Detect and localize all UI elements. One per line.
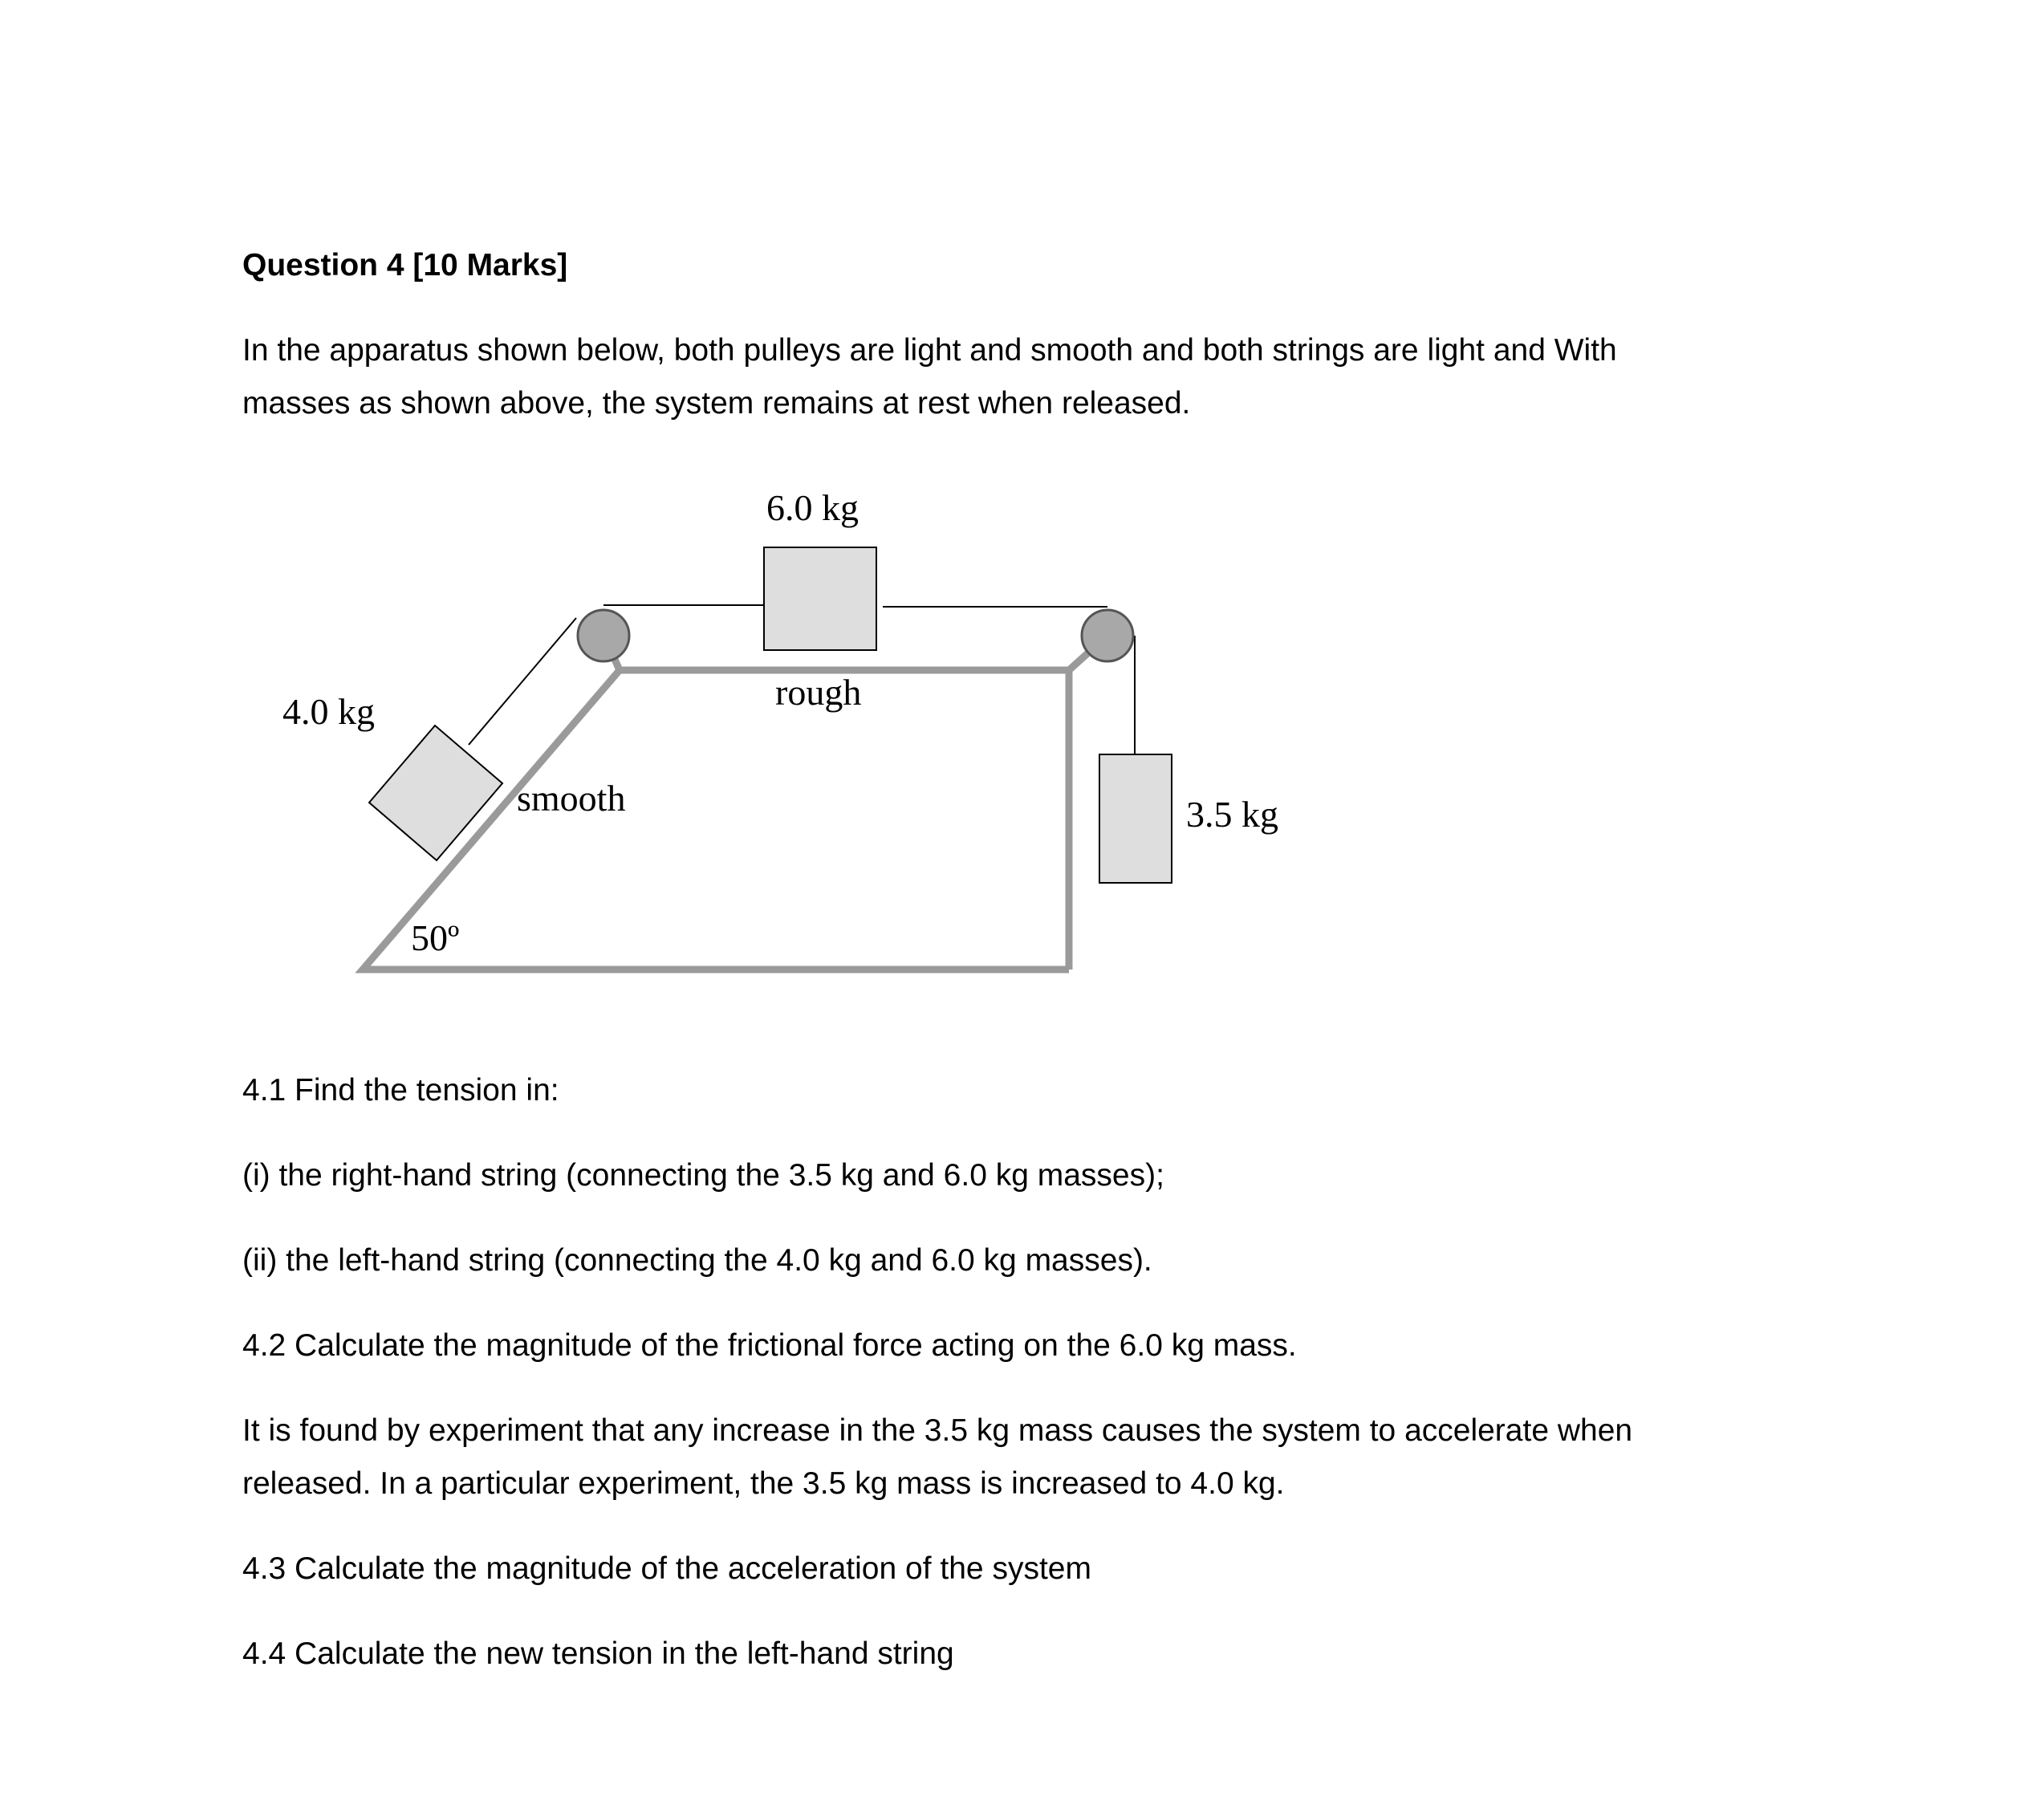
intro-line-2: masses as shown above, the system remains at rest when released. [242, 386, 1191, 421]
question-heading: Question 4 [10 Marks] [242, 248, 568, 283]
intro-line-1: In the apparatus shown below, both pulleys are light and smooth and both strings are light and With [242, 333, 1617, 368]
label-smooth: smooth [517, 778, 626, 819]
mass-4kg-block [369, 726, 502, 860]
label-3-5kg: 3.5 kg [1186, 794, 1278, 835]
part-4-2: 4.2 Calculate the magnitude of the frictional force acting on the 6.0 kg mass. [242, 1328, 1297, 1363]
mass-6kg-block [764, 547, 876, 650]
left-pulley [578, 610, 629, 661]
part-4-1-ii: (ii) the left-hand string (connecting the 4.0 kg and 6.0 kg masses). [242, 1243, 1152, 1278]
right-pulley [1082, 610, 1133, 661]
label-angle: 50º [411, 917, 460, 958]
part-4-3: 4.3 Calculate the magnitude of the acceleration of the system [242, 1551, 1091, 1586]
experiment-line-2: released. In a particular experiment, the 3.5 kg mass is increased to 4.0 kg. [242, 1466, 1285, 1501]
experiment-line-1: It is found by experiment that any increase in the 3.5 kg mass causes the system to accelerate when [242, 1413, 1633, 1448]
part-4-1: 4.1 Find the tension in: [242, 1073, 559, 1108]
part-4-1-i: (i) the right-hand string (connecting the 3.5 kg and 6.0 kg masses); [242, 1158, 1164, 1193]
label-rough: rough [775, 672, 862, 713]
label-4kg: 4.0 kg [282, 691, 375, 732]
label-6kg: 6.0 kg [766, 487, 859, 528]
part-4-4: 4.4 Calculate the new tension in the left-hand string [242, 1636, 954, 1671]
mass-3-5kg-block [1099, 754, 1172, 883]
left-string-incline [469, 618, 576, 745]
